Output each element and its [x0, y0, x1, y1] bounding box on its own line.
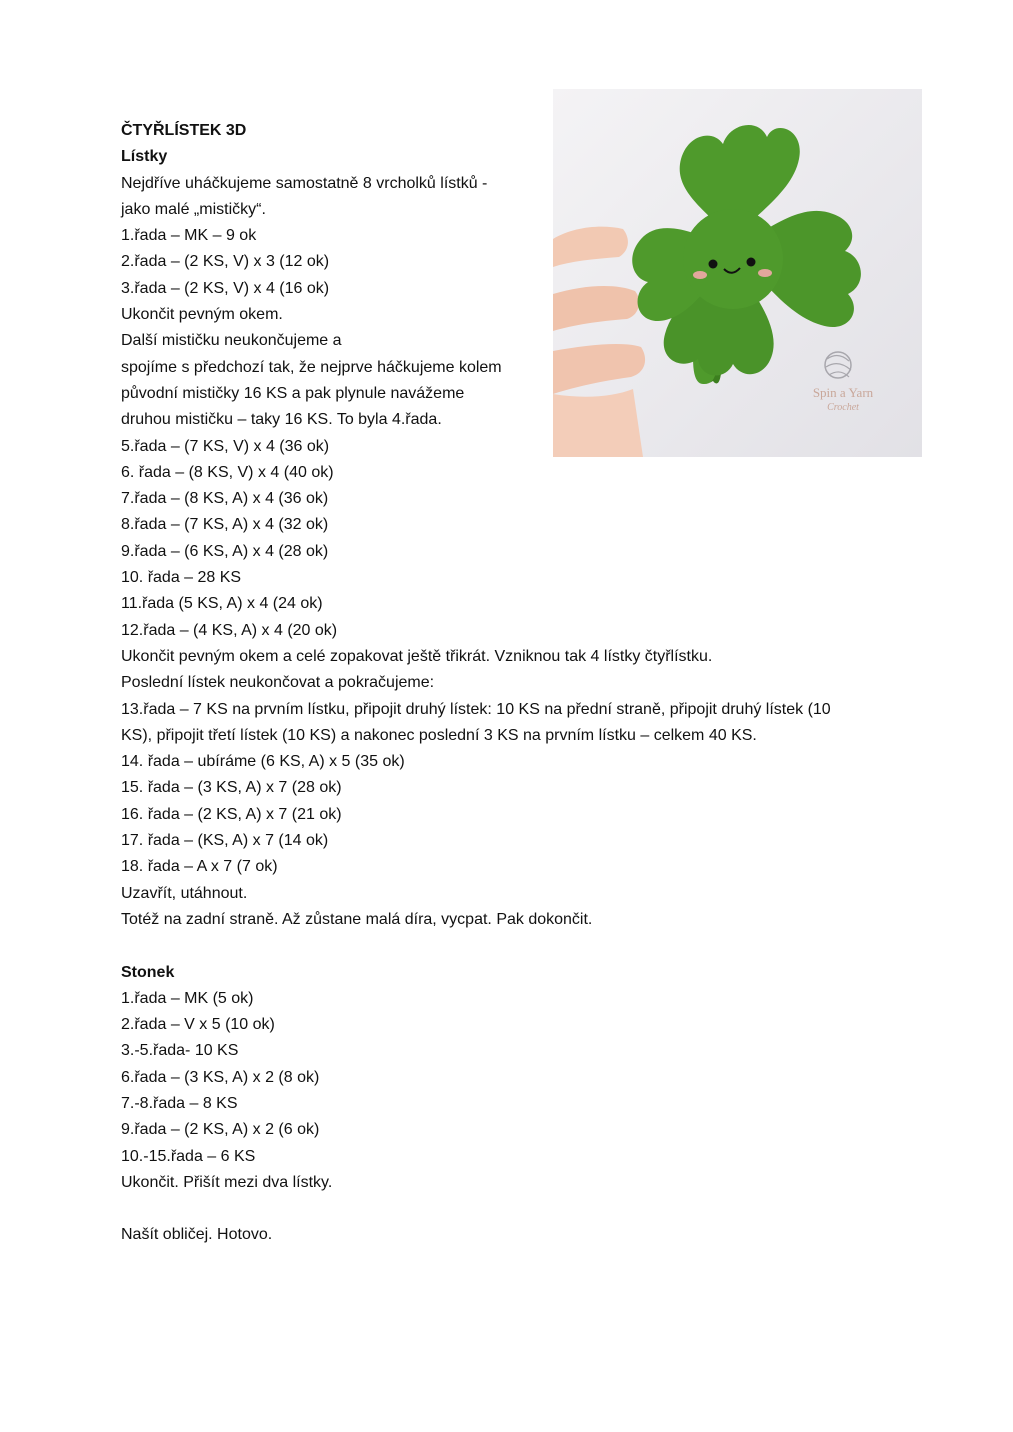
instruction-line: 5.řada – (7 KS, V) x 4 (36 ok): [121, 437, 330, 455]
instruction-line: Poslední lístek neukončovat a pokračujeme:: [121, 674, 435, 692]
instruction-line: 10.-15.řada – 6 KS: [121, 1147, 256, 1165]
stem-instructions: [121, 986, 901, 1196]
instruction-line: 9.řada – (2 KS, A) x 2 (6 ok): [121, 1121, 320, 1139]
eye-left: [709, 260, 718, 269]
instruction-line: Nejdříve uháčkujeme samostatně 8 vrcholků lístků -: [121, 174, 488, 192]
instruction-line: 11.řada (5 KS, A) x 4 (24 ok): [121, 595, 323, 613]
instruction-line: 6.řada – (3 KS, A) x 2 (8 ok): [121, 1068, 320, 1086]
instruction-line: 1.řada – MK – 9 ok: [121, 227, 257, 245]
instruction-line: 7.-8.řada – 8 KS: [121, 1094, 238, 1112]
instruction-line: jako malé „mističky“.: [121, 200, 266, 218]
paragraph-gap: [121, 1196, 901, 1222]
document-title: ČTYŘLÍSTEK 3D: [121, 122, 247, 139]
instruction-line: 18. řada – A x 7 (7 ok): [121, 858, 278, 876]
instruction-line: 8.řada – (7 KS, A) x 4 (32 ok): [121, 516, 329, 534]
instruction-line: Uzavřít, utáhnout.: [121, 884, 248, 902]
instruction-line: 9.řada – (6 KS, A) x 4 (28 ok): [121, 542, 329, 560]
cheek-right: [758, 269, 772, 277]
closing-line: Našít obličej. Hotovo.: [121, 1226, 273, 1244]
instruction-line: 2.řada – (2 KS, V) x 3 (12 ok): [121, 253, 330, 271]
section-heading-stem: Stonek: [121, 963, 175, 981]
eye-right: [747, 258, 756, 267]
instruction-line: 17. řada – (KS, A) x 7 (14 ok): [121, 832, 329, 850]
watermark-text: Spin a Yarn: [812, 385, 874, 400]
instruction-line: 3.-5.řada- 10 KS: [121, 1042, 239, 1060]
instruction-line: Totéž na zadní straně. Až zůstane malá díra, vycpat. Pak dokončit.: [121, 910, 593, 928]
instruction-line: 13.řada – 7 KS na prvním lístku, připojit druhý lístek: 10 KS na přední straně, připojit druhý lístek (10: [121, 700, 831, 718]
instruction-line: druhou mističku – taky 16 KS. To byla 4.řada.: [121, 411, 442, 429]
instruction-line: 12.řada – (4 KS, A) x 4 (20 ok): [121, 621, 338, 639]
instruction-line: 3.řada – (2 KS, V) x 4 (16 ok): [121, 279, 330, 297]
hand-shape: [553, 389, 643, 457]
clover-center: [683, 209, 783, 309]
hand-shape: [553, 344, 645, 394]
instruction-line: KS), připojit třetí lístek (10 KS) a nakonec poslední 3 KS na prvním lístku – celkem 40 KS.: [121, 726, 757, 744]
cheek-left: [693, 271, 707, 279]
watermark-logo: [813, 352, 874, 413]
instruction-line: Další mističku neukončujeme a: [121, 332, 342, 350]
watermark-subtext: Crochet: [827, 402, 859, 413]
instruction-line: původní mističky 16 KS a pak plynule navážeme: [121, 384, 465, 402]
instruction-line: 1.řada – MK (5 ok): [121, 989, 254, 1007]
section-heading-leaves: Lístky: [121, 148, 168, 166]
instruction-line: 6. řada – (8 KS, V) x 4 (40 ok): [121, 463, 334, 481]
clover-illustration: [553, 89, 922, 457]
hand-shape: [553, 227, 628, 267]
instruction-line: Ukončit. Přišít mezi dva lístky.: [121, 1173, 333, 1191]
paragraph-gap: [121, 933, 901, 959]
instruction-line: 10. řada – 28 KS: [121, 569, 242, 587]
clover-photo: [553, 89, 922, 457]
instruction-line: 7.řada – (8 KS, A) x 4 (36 ok): [121, 490, 329, 508]
instruction-line: 2.řada – V x 5 (10 ok): [121, 1016, 275, 1034]
instruction-line: 14. řada – ubíráme (6 KS, A) x 5 (35 ok): [121, 753, 405, 771]
instruction-line: spojíme s předchozí tak, že nejprve háčkujeme kolem: [121, 358, 502, 376]
instruction-line: Ukončit pevným okem a celé zopakovat ještě třikrát. Vzniknou tak 4 lístky čtyřlístku.: [121, 647, 713, 665]
instruction-line: 16. řada – (2 KS, A) x 7 (21 ok): [121, 805, 342, 823]
instruction-line: Ukončit pevným okem.: [121, 306, 283, 324]
instruction-line: 15. řada – (3 KS, A) x 7 (28 ok): [121, 779, 342, 797]
hand-shape: [553, 286, 639, 331]
